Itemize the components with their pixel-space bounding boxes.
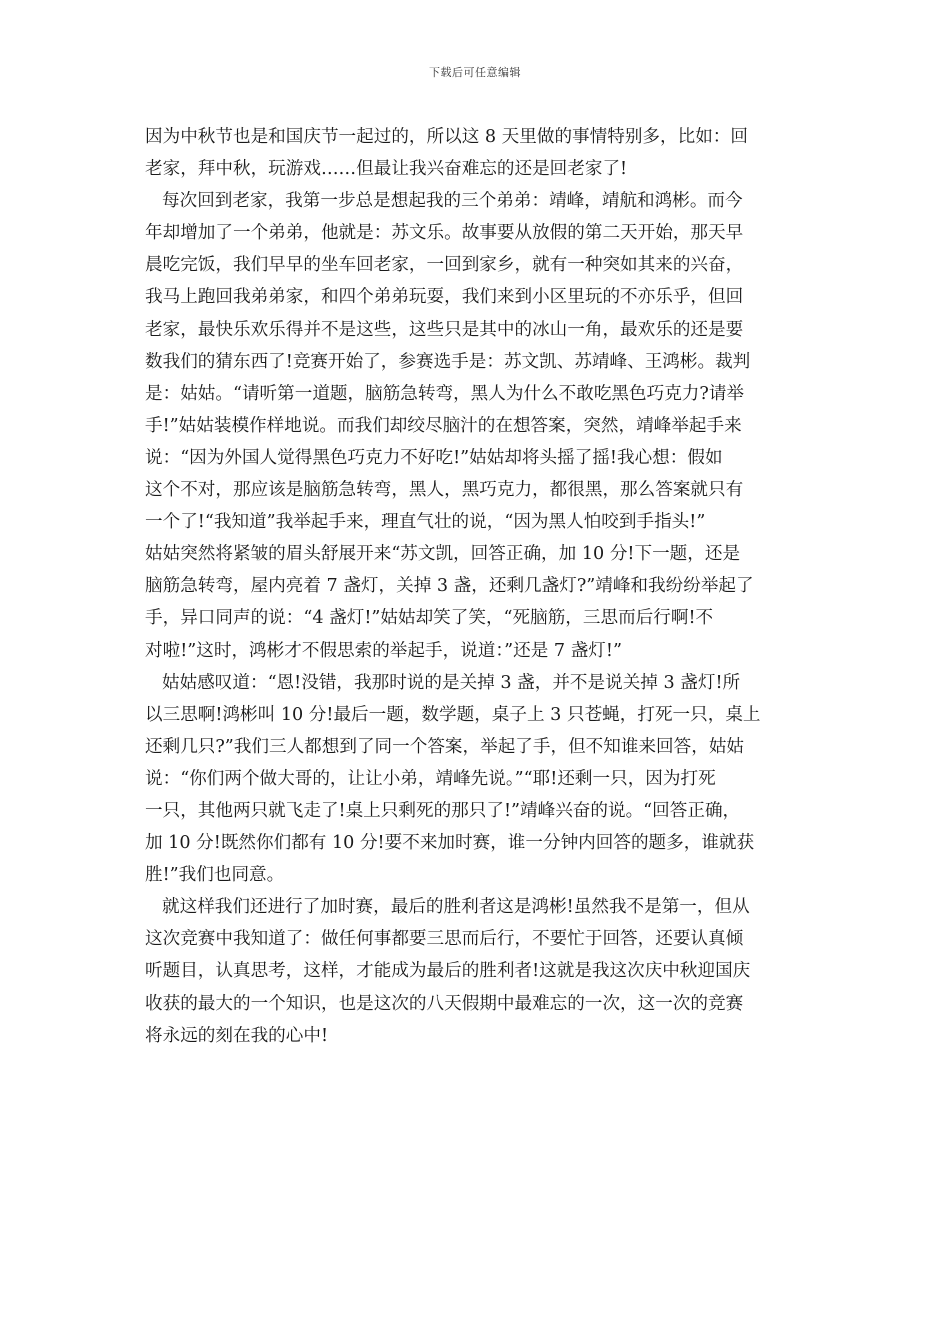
document-body [145,121,810,1052]
text-line: 一个了!“我知道”我举起手来，理直气壮的说，“因为黑人怕咬到手指头!” [145,512,706,533]
text-line: 我马上跑回我弟弟家，和四个弟弟玩耍，我们来到小区里玩的不亦乐乎，但回 [145,287,744,308]
text-line: 老家，最快乐欢乐得并不是这些，这些只是其中的冰山一角，最欢乐的还是要 [145,319,744,340]
text-line: 脑筋急转弯，屋内亮着 7 盏灯，关掉 3 盏，还剩几盏灯?”靖峰和我纷纷举起了 [145,576,754,597]
text-line: 这个不对，那应该是脑筋急转弯，黑人，黑巧克力，都很黑，那么答案就只有 [145,480,744,501]
text-line: 手，异口同声的说：“4 盏灯!”姑姑却笑了笑，“死脑筋，三思而后行啊!不 [145,608,714,629]
text-line: 每次回到老家，我第一步总是想起我的三个弟弟：靖峰，靖航和鸿彬。而今 [162,191,743,212]
text-line: 老家，拜中秋，玩游戏……但最让我兴奋难忘的还是回老家了! [145,159,628,180]
text-line: 说：“你们两个做大哥的，让让小弟，靖峰先说。”“耶!还剩一只，因为打死 [145,768,716,789]
text-line: 是：姑姑。“请听第一道题，脑筋急转弯，黑人为什么不敢吃黑色巧克力?请举 [145,383,745,404]
text-line: 姑姑突然将紧皱的眉头舒展开来“苏文凯，回答正确，加 10 分!下一题，还是 [145,544,741,565]
text-line: 姑姑感叹道：“恩!没错，我那时说的是关掉 3 盏，并不是说关掉 3 盏灯!所 [162,672,741,693]
text-line: 年却增加了一个弟弟，他就是：苏文乐。故事要从放假的第二天开始，那天早 [145,223,744,244]
text-line: 就这样我们还进行了加时赛，最后的胜利者这是鸿彬!虽然我不是第一，但从 [162,897,750,918]
text-line: 数我们的猜东西了!竞赛开始了，参赛选手是：苏文凯、苏靖峰、王鸿彬。裁判 [145,351,751,372]
text-line: 这次竞赛中我知道了：做任何事都要三思而后行，不要忙于回答，还要认真倾 [145,929,744,950]
text-line: 手!”姑姑装模作样地说。而我们却绞尽脑汁的在想答案，突然，靖峰举起手来 [145,415,742,436]
text-line: 晨吃完饭，我们早早的坐车回老家，一回到家乡，就有一种突如其来的兴奋， [145,255,744,276]
text-line: 还剩几只?”我们三人都想到了同一个答案，举起了手，但不知谁来回答，姑姑 [145,736,745,757]
text-line: 一只，其他两只就飞走了!桌上只剩死的那只了!”靖峰兴奋的说。“回答正确， [145,800,741,821]
text-line: 听题目，认真思考，这样，才能成为最后的胜利者!这就是我这次庆中秋迎国庆 [145,961,751,982]
text-line: 加 10 分!既然你们都有 10 分!要不来加时赛，谁一分钟内回答的题多，谁就获 [145,833,755,854]
text-line: 因为中秋节也是和国庆节一起过的，所以这 8 天里做的事情特别多，比如：回 [145,127,748,147]
text-line: 以三思啊!鸿彬叫 10 分!最后一题，数学题，桌子上 3 只苍蝇，打死一只，桌上 [145,704,761,725]
text-line: 胜!”我们也同意。 [145,865,285,886]
text-line: 收获的最大的一个知识，也是这次的八天假期中最难忘的一次，这一次的竞赛 [145,993,744,1014]
text-line: 将永远的刻在我的心中! [145,1025,329,1046]
text-line: 说：“因为外国人觉得黑色巧克力不好吃!”姑姑却将头摇了摇!我心想：假如 [145,447,723,468]
page-header: 下载后可任意编辑 [429,66,521,79]
text-line: 对啦!”这时，鸿彬才不假思索的举起手，说道：”还是 7 盏灯!” [145,640,622,661]
